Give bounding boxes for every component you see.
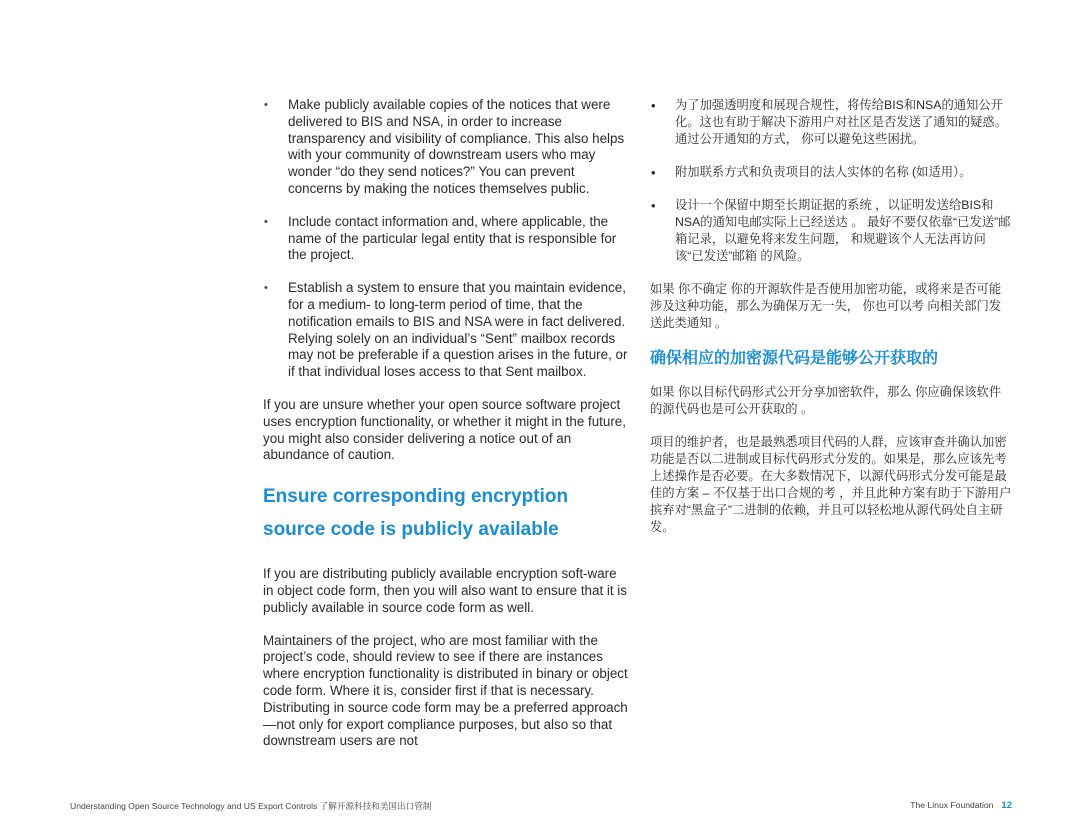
list-item: • 为了加强透明度和展现合规性，将传给BIS和NSA的通知公开化。这也有助于解决下游用户对社区是否发送了通知的疑惑。通过公开通知的方式， 你可以避免这些困扰。 [650, 97, 1012, 148]
maintainers-paragraph-zh: 项目的维护者，也是最熟悉项目代码的人群，应该审查并确认加密功能是否以二进制或目标代码形式分发的。如果是，那么应该先考 上述操作是否必要。在大多数情况下，以源代码形式分发可能是最佳的方案 – 不仅基于出口合规的考 ，并且此种方案有助于下游用户摈弃对“黑盒子”二进制的依赖，并且可以轻松地从源代码处自主研发。 [650, 435, 1012, 534]
footer-title: Understanding Open Source Technology and US Export Controls 了解开源科技和美国出口管制 [70, 801, 432, 811]
english-bullet-list [263, 97, 630, 381]
object-code-paragraph-zh: 如果 你以目标代码形式公开分享加密软件，那么 你应确保该软件的源代码也是可公开获取的 。 [650, 385, 1002, 416]
list-item: • 设计一个保留中期至长期证据的系统 ，以证明发送给BIS和NSA的通知电邮实际上已经送达 。 最好不要仅依靠“已发送”邮箱记录，以避免将来发生问题， 和规避该个人无法再访问该“已发送”邮箱 的风险。 [650, 197, 1012, 265]
footer-org [910, 800, 1012, 811]
list-item: • Establish a system to ensure that you maintain evidence, for a medium- to long-term period of time, that the notification emails to BIS and NSA were in fact delivered. Relying solely on an individual’s “Sent” mailbox records may not be preferable if a question arises in the future, or if that individual loses access to that Sent mailbox. [263, 280, 630, 381]
chinese-bullet-list [650, 97, 1012, 265]
organization-name: The Linux Foundation [910, 800, 994, 810]
page-number: 12 [1001, 800, 1012, 811]
chinese-column [650, 97, 1012, 552]
list-item: • Make publicly available copies of the notices that were delivered to BIS and NSA, in order to increase transparency and visibility of compliance. This also helps with your community of downstream users who may wonder “do they send notices?” You can prevent concerns by making the notices themselves public. [263, 97, 630, 198]
section-heading: Ensure corresponding encryption source code is publicly available [263, 486, 569, 541]
list-item: • Include contact information and, where applicable, the name of the particular legal entity that is responsible for the project. [263, 214, 630, 264]
maintainers-paragraph: Maintainers of the project, who are most familiar with the project’s code, should review to see if there are instances where encryption functionality is distributed in binary or object code form. Where it is, consider first if that is necessary. Distributing in source code form may be a preferred approach—not only for export compliance purposes, but also so that downstream users are not [263, 632, 628, 749]
english-column [263, 97, 630, 766]
section-heading-zh: 确保相应的加密源代码是能够公开获取的 [650, 350, 939, 367]
list-item: • 附加联系方式和负责项目的法人实体的名称 (如适用）。 [650, 164, 1012, 181]
unsure-paragraph-zh: 如果 你不确定 你的开源软件是否使用加密功能，或将来是否可能涉及这种功能，那么为确保万无一失， 你也可以考 向相关部门发送此类通知 。 [650, 282, 1002, 330]
unsure-paragraph: If you are unsure whether your open source software project uses encryption functionality, or whether it might in the future, you might also consider delivering a notice out of an abundance of caution. [263, 396, 626, 463]
object-code-paragraph: If you are distributing publicly available encryption soft-ware in object code form, then you will also want to ensure that it is publicly available in source code form as well. [263, 566, 627, 615]
